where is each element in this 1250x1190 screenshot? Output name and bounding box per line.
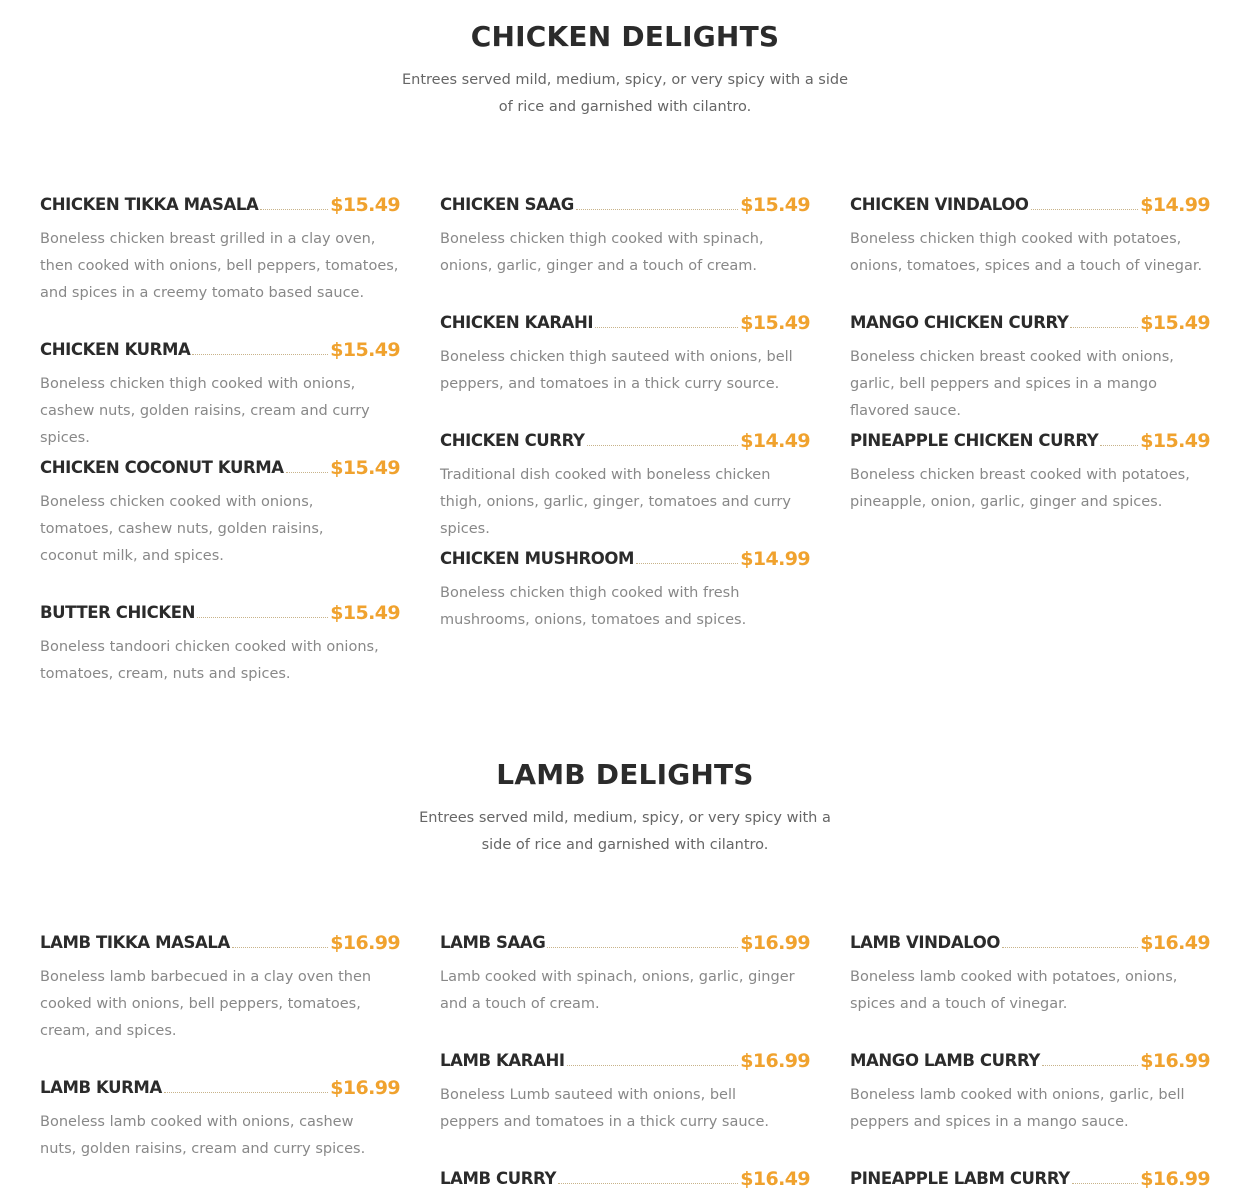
item-description: Boneless chicken breast cooked with potatoes, pineapple, onion, garlic, ginger and spices. — [850, 467, 1190, 510]
item-name: CHICKEN COCONUT KURMA — [40, 458, 284, 477]
item-price: $15.49 — [740, 194, 810, 216]
item-price: $15.49 — [330, 457, 400, 479]
item-name: CHICKEN MUSHROOM — [440, 549, 635, 568]
item-name: LAMB CURRY — [440, 1169, 556, 1188]
dotted-leader — [1031, 209, 1139, 210]
chicken-subtitle-line2: of rice and garnished with cilantro. — [498, 99, 752, 115]
item-name: CHICKEN KARAHI — [440, 313, 594, 332]
dotted-leader — [547, 947, 738, 948]
menu-item-chicken-saag — [440, 190, 810, 280]
dotted-leader — [595, 327, 738, 328]
menu-item-mango-lamb-curry — [850, 1046, 1210, 1136]
item-description: Boneless chicken thigh sauteed with onions, bell peppers, and tomatoes in a thick curry source. — [440, 349, 793, 392]
chicken-subtitle-line1: Entrees served mild, medium, spicy, or very spicy with a side — [401, 72, 849, 88]
dotted-leader — [567, 1065, 739, 1066]
item-name: CHICKEN CURRY — [440, 431, 585, 450]
menu-item-chicken-tikka-masala — [40, 190, 400, 307]
dotted-leader — [164, 1092, 328, 1093]
menu-item-lamb-tikka-masala — [40, 928, 400, 1045]
menu-item-chicken-vindaloo — [850, 190, 1210, 280]
item-name: MANGO LAMB CURRY — [850, 1051, 1040, 1070]
item-price: $14.49 — [740, 430, 810, 452]
dotted-leader — [197, 617, 328, 618]
dotted-leader — [587, 445, 739, 446]
item-price: $16.49 — [1140, 932, 1210, 954]
item-name: CHICKEN KURMA — [40, 340, 191, 359]
menu-item-lamb-vindaloo — [850, 928, 1210, 1018]
menu-item-chicken-curry — [440, 426, 810, 543]
item-price: $16.99 — [330, 932, 400, 954]
item-price: $15.49 — [1140, 312, 1210, 334]
item-price: $16.99 — [330, 1077, 400, 1099]
dotted-leader — [1100, 445, 1138, 446]
item-description: Lamb cooked with spinach, onions, garlic, ginger and a touch of cream. — [440, 969, 795, 1012]
item-description: Boneless tandoori chicken cooked with onions, tomatoes, cream, nuts and spices. — [40, 639, 379, 682]
chicken-section-subtitle — [0, 67, 1250, 121]
lamb-section-title: LAMB DELIGHTS — [496, 758, 754, 791]
menu-item-pineapple-chicken-curry — [850, 426, 1210, 516]
item-name: CHICKEN TIKKA MASALA — [40, 195, 259, 214]
item-name: LAMB VINDALOO — [850, 933, 1000, 952]
dotted-leader — [1072, 1183, 1138, 1184]
item-price: $16.49 — [740, 1168, 810, 1190]
item-description: Boneless chicken thigh cooked with onions, cashew nuts, golden raisins, cream and curry spices. — [40, 376, 370, 446]
item-price: $16.99 — [740, 1050, 810, 1072]
item-price: $15.49 — [740, 312, 810, 334]
menu-item-lamb-saag — [440, 928, 810, 1018]
item-name: CHICKEN SAAG — [440, 195, 574, 214]
item-description: Boneless chicken thigh cooked with fresh mushrooms, onions, tomatoes and spices. — [440, 585, 747, 628]
dotted-leader — [1042, 1065, 1138, 1066]
item-price: $15.49 — [1140, 430, 1210, 452]
item-name: PINEAPPLE LABM CURRY — [850, 1169, 1070, 1188]
lamb-subtitle-line2: side of rice and garnished with cilantro. — [481, 837, 769, 853]
dotted-leader — [260, 209, 328, 210]
menu-item-butter-chicken — [40, 598, 400, 688]
item-price: $15.49 — [330, 339, 400, 361]
item-description: Boneless Lumb sauteed with onions, bell peppers and tomatoes in a thick curry sauce. — [440, 1087, 770, 1130]
item-description: Boneless lamb barbecued in a clay oven then cooked with onions, bell peppers, tomatoes, cream, and spices. — [40, 969, 372, 1039]
item-name: LAMB KURMA — [40, 1078, 162, 1097]
item-price: $14.99 — [740, 548, 810, 570]
item-price: $16.99 — [1140, 1168, 1210, 1190]
item-name: LAMB TIKKA MASALA — [40, 933, 230, 952]
item-name: MANGO CHICKEN CURRY — [850, 313, 1069, 332]
item-price: $15.49 — [330, 194, 400, 216]
dotted-leader — [1070, 327, 1138, 328]
dotted-leader — [1002, 947, 1138, 948]
menu-item-lamb-curry — [440, 1164, 810, 1190]
item-description: Boneless chicken breast cooked with onions, garlic, bell peppers and spices in a mango flavored sauce. — [850, 349, 1174, 419]
item-description: Boneless chicken breast grilled in a clay oven, then cooked with onions, bell peppers, tomatoes, and spices in a creemy tomato based sauce. — [40, 231, 399, 301]
menu-item-chicken-kurma — [40, 335, 400, 452]
item-name: BUTTER CHICKEN — [40, 603, 196, 622]
item-price: $16.99 — [740, 932, 810, 954]
dotted-leader — [286, 472, 329, 473]
menu-item-chicken-coconut-kurma — [40, 453, 400, 570]
dotted-leader — [576, 209, 738, 210]
item-description: Traditional dish cooked with boneless chicken thigh, onions, garlic, ginger, tomatoes and curry spices. — [440, 467, 791, 537]
item-price: $16.99 — [1140, 1050, 1210, 1072]
item-price: $15.49 — [330, 602, 400, 624]
item-name: LAMB KARAHI — [440, 1051, 565, 1070]
dotted-leader — [192, 354, 328, 355]
item-name: CHICKEN VINDALOO — [850, 195, 1029, 214]
item-description: Boneless lamb cooked with potatoes, onions, spices and a touch of vinegar. — [850, 969, 1178, 1012]
item-description: Boneless chicken thigh cooked with spinach, onions, garlic, ginger and a touch of cream. — [440, 231, 764, 274]
item-name: LAMB SAAG — [440, 933, 546, 952]
menu-item-pineapple-lamb-curry — [850, 1164, 1210, 1190]
menu-item-mango-chicken-curry — [850, 308, 1210, 425]
item-description: Boneless chicken thigh cooked with potatoes, onions, tomatoes, spices and a touch of vinegar. — [850, 231, 1203, 274]
lamb-subtitle-line1: Entrees served mild, medium, spicy, or very spicy with a — [419, 810, 831, 826]
dotted-leader — [558, 1183, 738, 1184]
dotted-leader — [232, 947, 328, 948]
item-name: PINEAPPLE CHICKEN CURRY — [850, 431, 1099, 450]
item-description: Boneless lamb cooked with onions, garlic, bell peppers and spices in a mango sauce. — [850, 1087, 1185, 1130]
menu-item-lamb-karahi — [440, 1046, 810, 1136]
item-description: Boneless lamb cooked with onions, cashew nuts, golden raisins, cream and curry spices. — [40, 1114, 366, 1157]
dotted-leader — [636, 563, 738, 564]
lamb-section-subtitle — [0, 805, 1250, 859]
item-description: Boneless chicken cooked with onions, tomatoes, cashew nuts, golden raisins, coconut milk, and spices. — [40, 494, 324, 564]
item-price: $14.99 — [1140, 194, 1210, 216]
chicken-section-title: CHICKEN DELIGHTS — [470, 20, 780, 53]
menu-item-chicken-karahi — [440, 308, 810, 398]
menu-item-lamb-kurma — [40, 1073, 400, 1163]
menu-item-chicken-mushroom — [440, 544, 810, 634]
